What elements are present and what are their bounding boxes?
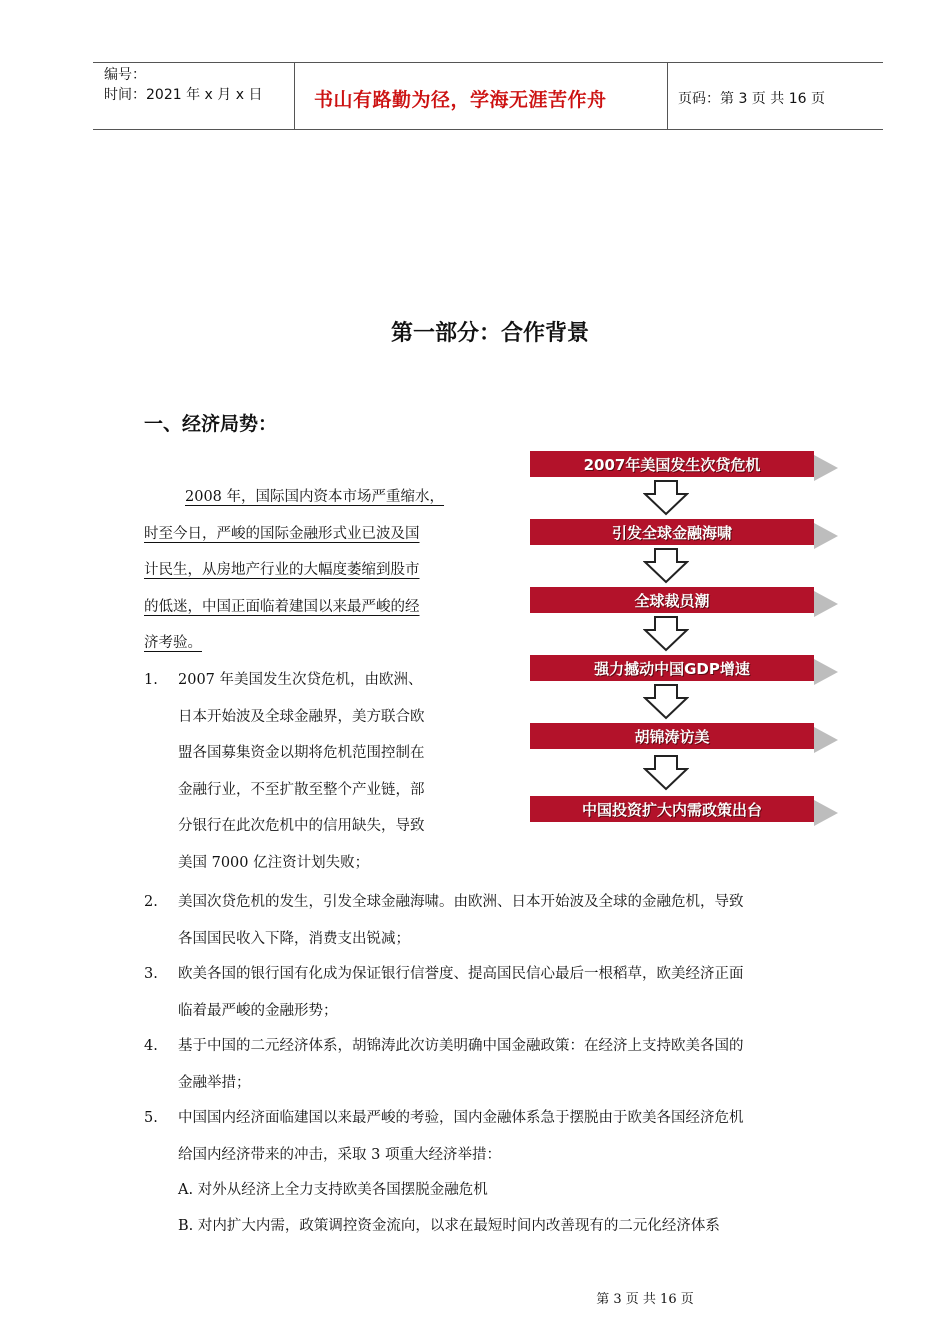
list-item-line: 基于中国的二元经济体系，胡锦涛此次访美明确中国金融政策：在经济上支持欧美各国的	[178, 1038, 744, 1054]
header-divider-2	[667, 63, 668, 130]
list-number: 5.	[144, 1110, 158, 1126]
flow-shadow	[814, 727, 838, 753]
flow-step-4: 强力撼动中国GDP增速	[530, 655, 814, 681]
flow-shadow	[814, 455, 838, 481]
header-divider-1	[294, 63, 295, 130]
sub-item-b: B. 对内扩大内需，政策调控资金流向，以求在最短时间内改善现有的二元化经济体系	[178, 1218, 720, 1234]
intro-line: 济考验。	[144, 635, 202, 651]
list-item	[178, 662, 498, 881]
list-item-line: 欧美各国的银行国有化成为保证银行信誉度、提高国民信心最后一根稻草，欧美经济正面	[178, 966, 744, 982]
header-page-label: 页码：第 3 页 共 16 页	[678, 91, 825, 107]
page-footer: 第 3 页 共 16 页	[596, 1292, 694, 1307]
list-item	[178, 1100, 858, 1173]
list-number: 4.	[144, 1038, 158, 1054]
list-item	[178, 884, 858, 957]
list-number: 1.	[144, 672, 158, 688]
flow-shadow	[814, 591, 838, 617]
list-item-line: 美国次贷危机的发生，引发全球金融海啸。由欧洲、日本开始波及全球的金融危机，导致	[178, 894, 744, 910]
flow-step-3: 全球裁员潮	[530, 587, 814, 613]
list-item-line: 盟各国募集资金以期将危机范围控制在	[178, 745, 425, 761]
header-top-border	[93, 62, 883, 63]
flow-shadow	[814, 523, 838, 549]
header-number-label: 编号：	[104, 67, 146, 83]
page-title: 第一部分：合作背景	[390, 321, 589, 346]
flow-step-6: 中国投资扩大内需政策出台	[530, 796, 814, 822]
header-motto: 书山有路勤为径，学海无涯苦作舟	[314, 89, 607, 111]
flow-shadow	[814, 659, 838, 685]
list-item-line: 金融举措；	[178, 1074, 251, 1091]
down-arrow-icon	[643, 755, 689, 791]
list-item-line: 金融行业，不至扩散至整个产业链，部	[178, 781, 425, 798]
intro-line: 2008 年，国际国内资本市场严重缩水，	[185, 489, 445, 505]
header-bottom-border	[93, 129, 883, 130]
flow-step-2: 引发全球金融海啸	[530, 519, 814, 545]
down-arrow-icon	[643, 548, 689, 584]
list-item-line: 日本开始波及全球金融界，美方联合欧	[178, 708, 425, 725]
list-item-line: 2007 年美国发生次贷危机，由欧洲、	[178, 672, 423, 688]
flow-step-1: 2007年美国发生次贷危机	[530, 451, 814, 477]
intro-paragraph	[144, 479, 494, 662]
down-arrow-icon	[643, 616, 689, 652]
list-item-line: 临着最严峻的金融形势；	[178, 1002, 338, 1019]
list-item-line: 各国国民收入下降，消费支出锐减；	[178, 930, 410, 947]
section-heading: 一、经济局势：	[144, 413, 278, 435]
list-item	[178, 1028, 858, 1101]
list-item-line: 分银行在此次危机中的信用缺失，导致	[178, 818, 425, 834]
list-item	[178, 956, 858, 1029]
list-item-line: 美国 7000 亿注资计划失败；	[178, 854, 370, 871]
list-item-line: 中国国内经济面临建国以来最严峻的考验，国内金融体系急于摆脱由于欧美各国经济危机	[178, 1110, 744, 1126]
list-number: 3.	[144, 966, 158, 982]
flow-step-5: 胡锦涛访美	[530, 723, 814, 749]
header-time-label: 时间：2021 年 x 月 x 日	[104, 87, 263, 103]
intro-line: 的低迷，中国正面临着建国以来最严峻的经	[144, 598, 420, 615]
down-arrow-icon	[643, 684, 689, 720]
list-number: 2.	[144, 894, 158, 910]
intro-line: 时至今日，严峻的国际金融形式业已波及国	[144, 525, 420, 542]
list-item-line: 给国内经济带来的冲击，采取 3 项重大经济举措：	[178, 1146, 501, 1163]
down-arrow-icon	[643, 480, 689, 516]
flow-shadow	[814, 800, 838, 826]
sub-item-a: A. 对外从经济上全力支持欧美各国摆脱金融危机	[178, 1182, 488, 1198]
intro-line: 计民生，从房地产行业的大幅度萎缩到股市	[144, 562, 420, 578]
